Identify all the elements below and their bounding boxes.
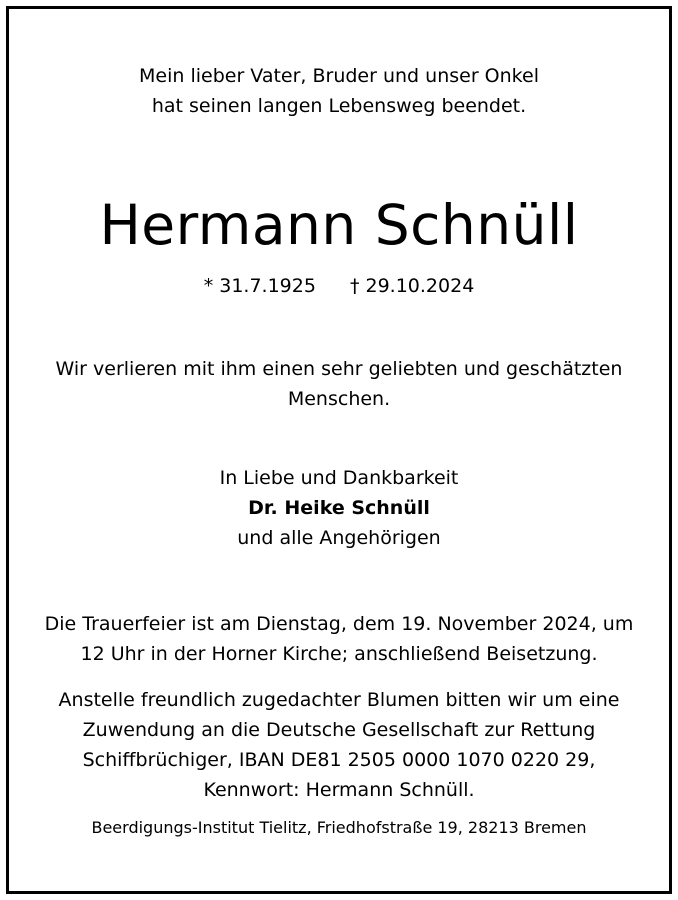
loss-line: Menschen. <box>287 388 391 410</box>
deceased-name: Hermann Schnüll <box>99 193 579 257</box>
intro-line: hat seinen langen Lebensweg beendet. <box>151 95 527 117</box>
loss-statement <box>0 354 678 414</box>
life-dates <box>0 271 678 301</box>
relatives-text: und alle Angehörigen <box>237 527 441 549</box>
donation-line: Schiffbrüchiger, IBAN DE81 2505 0000 1070 0220 29, <box>82 749 596 771</box>
closing-block <box>0 463 678 553</box>
death-date: † 29.10.2024 <box>349 275 475 297</box>
donation-line: Kennwort: Hermann Schnüll. <box>203 779 475 801</box>
closing-text: In Liebe und Dankbarkeit <box>219 467 459 489</box>
donation-line: Zuwendung an die Deutsche Gesellschaft zur Rettung <box>82 719 596 741</box>
ceremony-info <box>0 609 678 669</box>
intro-text <box>0 61 678 121</box>
ceremony-line: Die Trauerfeier ist am Dienstag, dem 19. November 2024, um <box>44 613 634 635</box>
donation-request <box>0 685 678 805</box>
signer-name: Dr. Heike Schnüll <box>248 497 430 519</box>
birth-date: * 31.7.1925 <box>203 275 316 297</box>
donation-line: Anstelle freundlich zugedachter Blumen bitten wir um eine <box>58 689 620 711</box>
intro-line: Mein lieber Vater, Bruder und unser Onkel <box>139 65 539 87</box>
funeral-home: Beerdigungs-Institut Tielitz, Friedhofstraße 19, 28213 Bremen <box>91 818 587 837</box>
loss-line: Wir verlieren mit ihm einen sehr geliebten und geschätzten <box>55 358 623 380</box>
ceremony-line: 12 Uhr in der Horner Kirche; anschließend Beisetzung. <box>80 643 598 665</box>
